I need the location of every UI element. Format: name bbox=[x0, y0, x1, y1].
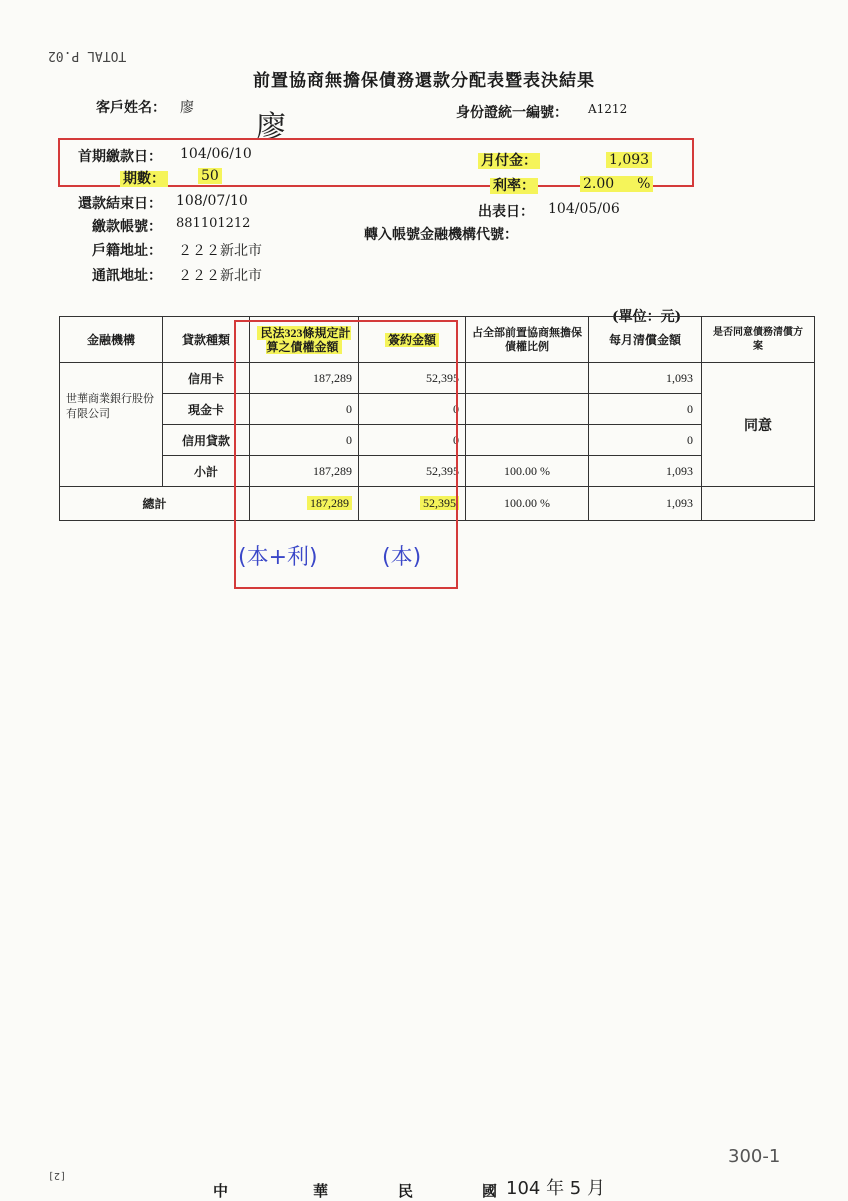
monthly-value: 1,093 bbox=[606, 152, 652, 168]
account-value: 881101212 bbox=[176, 216, 251, 231]
first-payment-value: 104/06/10 bbox=[180, 146, 252, 162]
total-label: 總計 bbox=[60, 487, 250, 521]
row-ratio bbox=[466, 425, 589, 456]
transfer-label: 轉入帳號金融機構代號： bbox=[364, 227, 518, 243]
row-type: 信用貸款 bbox=[163, 425, 250, 456]
issue-date-label: 出表日： bbox=[478, 204, 534, 220]
row-type: 小計 bbox=[163, 456, 250, 487]
handwritten-date: 104 年 5 月 bbox=[506, 1178, 605, 1199]
row-ratio bbox=[466, 394, 589, 425]
header-ratio: 占全部前置協商無擔保債權比例 bbox=[466, 317, 589, 363]
bottom-char-4: 國 bbox=[482, 1182, 498, 1200]
row-ratio: 100.00 % bbox=[466, 456, 589, 487]
rate-unit: % bbox=[634, 176, 653, 192]
row-contract: 52,395 bbox=[359, 456, 466, 487]
row-civil: 187,289 bbox=[250, 456, 359, 487]
header-loan-type: 貸款種類 bbox=[163, 317, 250, 363]
row-monthly: 0 bbox=[589, 394, 702, 425]
monthly-label: 月付金： bbox=[478, 153, 540, 169]
row-contract: 0 bbox=[359, 394, 466, 425]
periods-label: 期數： bbox=[120, 171, 168, 187]
total-civil: 187,289 bbox=[307, 496, 352, 510]
rate-value: 2.00 bbox=[580, 176, 634, 192]
end-date-value: 108/07/10 bbox=[176, 193, 248, 209]
header-monthly: 每月清償金額 bbox=[589, 317, 702, 363]
issue-date-value: 104/05/06 bbox=[548, 201, 620, 217]
handwritten-page-mark: 300-1 bbox=[728, 1146, 781, 1167]
bottom-char-1: 中 bbox=[213, 1182, 229, 1200]
row-monthly: 1,093 bbox=[589, 363, 702, 394]
first-payment-label: 首期繳款日： bbox=[78, 149, 162, 165]
header-agree: 是否同意債務清償方案 bbox=[702, 317, 815, 363]
row-contract: 0 bbox=[359, 425, 466, 456]
customer-name-value: 廖 bbox=[180, 100, 194, 116]
end-date-label: 還款結束日： bbox=[78, 196, 162, 212]
reg-addr-label: 戶籍地址： bbox=[92, 243, 162, 259]
document-title: 前置協商無擔保債務還款分配表暨表決結果 bbox=[253, 71, 595, 91]
header-institution: 金融機構 bbox=[60, 317, 163, 363]
total-agree-blank bbox=[702, 487, 815, 521]
mail-addr-value: ２２２新北市 bbox=[178, 268, 262, 284]
row-ratio bbox=[466, 363, 589, 394]
row-civil: 0 bbox=[250, 394, 359, 425]
header-contract-amount: 簽約金額 bbox=[385, 333, 439, 347]
customer-signature: 廖 bbox=[256, 110, 286, 145]
row-type: 信用卡 bbox=[163, 363, 250, 394]
rate-label: 利率： bbox=[490, 178, 538, 194]
handwritten-principal: (本) bbox=[382, 545, 422, 570]
row-type: 現金卡 bbox=[163, 394, 250, 425]
row-civil: 187,289 bbox=[250, 363, 359, 394]
row-civil: 0 bbox=[250, 425, 359, 456]
reg-addr-value: ２２２新北市 bbox=[178, 243, 262, 259]
agree-value: 同意 bbox=[702, 363, 815, 487]
fax-header: TOTAL P.02 bbox=[48, 48, 127, 63]
id-number-value: A1212 bbox=[588, 102, 628, 116]
total-monthly: 1,093 bbox=[589, 487, 702, 521]
account-label: 繳款帳號： bbox=[92, 219, 162, 235]
periods-value: 50 bbox=[198, 168, 222, 184]
row-contract: 52,395 bbox=[359, 363, 466, 394]
total-ratio: 100.00 % bbox=[466, 487, 589, 521]
row-monthly: 1,093 bbox=[589, 456, 702, 487]
institution-name: 世華商業銀行股份有限公司 bbox=[60, 363, 163, 487]
header-civil-amount: 民法323條規定計算之債權金額 bbox=[257, 326, 350, 354]
mail-addr-label: 通訊地址： bbox=[92, 268, 162, 284]
handwritten-principal-interest: (本+利) bbox=[238, 545, 318, 570]
customer-name-label: 客戶姓名： bbox=[96, 100, 166, 116]
bottom-char-2: 華 bbox=[313, 1182, 329, 1200]
unit-note: (單位：元) bbox=[612, 309, 682, 325]
bottom-char-3: 民 bbox=[398, 1182, 414, 1200]
id-number-label: 身份證統一編號： bbox=[456, 105, 568, 121]
row-monthly: 0 bbox=[589, 425, 702, 456]
page-code: [2] bbox=[48, 1170, 67, 1181]
total-contract: 52,395 bbox=[420, 496, 459, 510]
